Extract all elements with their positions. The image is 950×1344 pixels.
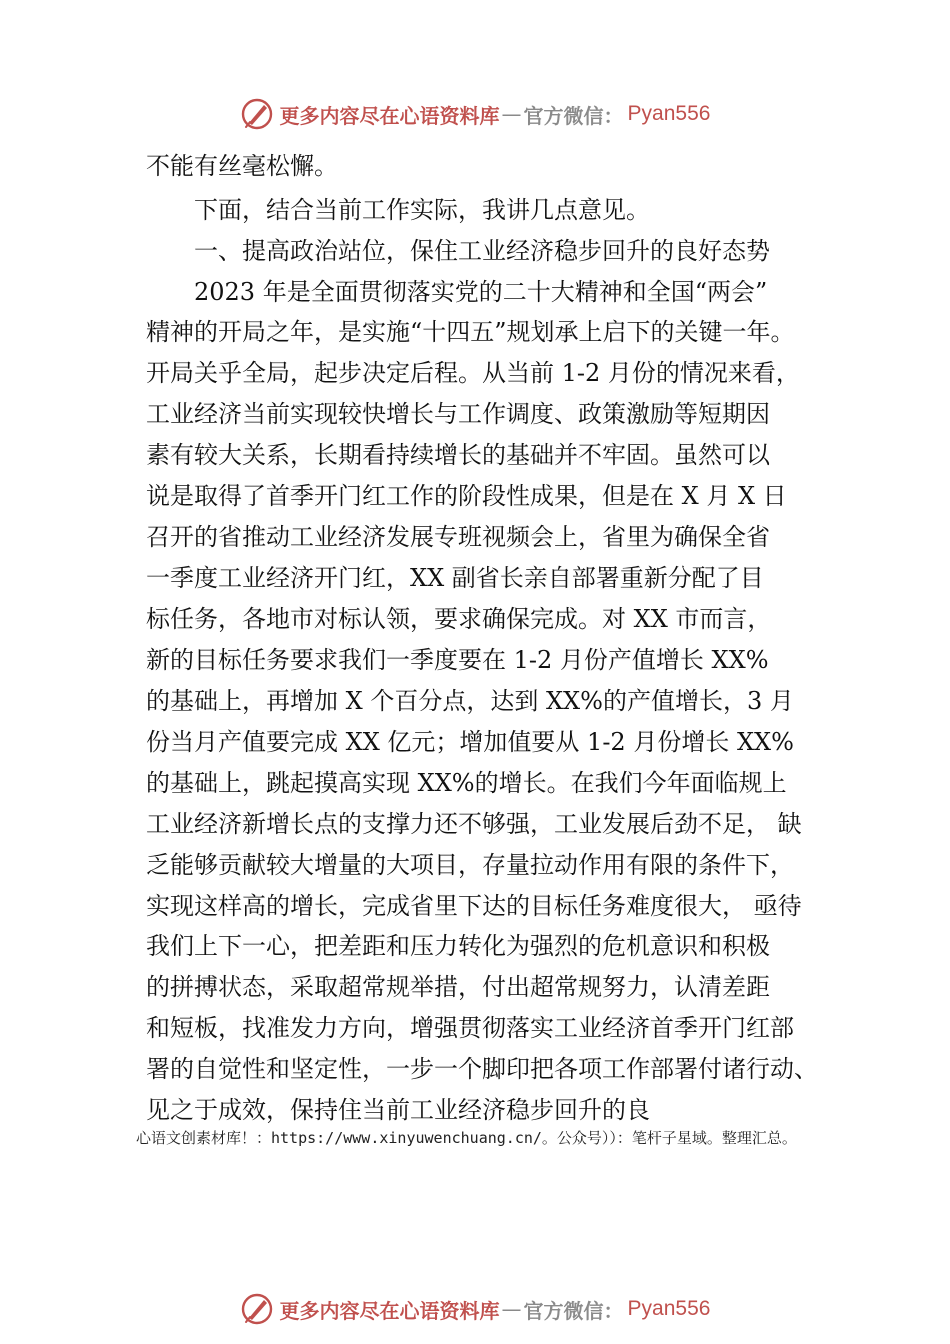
- body-line: 实现这样高的增长，完成省里下达的目标任务难度很大， 亟待: [146, 892, 802, 920]
- body-line: 新的目标任务要求我们一季度要在 1-2 月份产值增长 XX%: [146, 646, 769, 674]
- body-line: 的拼搏状态，采取超常规举措，付出超常规努力，认清差距: [146, 973, 770, 1001]
- quill-pen-logo-icon: [240, 97, 274, 131]
- body-line: 我们上下一心，把差距和压力转化为强烈的危机意识和积极: [146, 932, 770, 960]
- body-line: 工业经济当前实现较快增长与工作调度、政策激励等短期因: [146, 400, 770, 428]
- body-line: 署的自觉性和坚定性，一步一个脚印把各项工作部署付诸行动、: [146, 1055, 818, 1083]
- body-line: 工业经济新增长点的支撑力还不够强，工业发展后劲不足， 缺: [146, 810, 802, 838]
- body-line: 见之于成效，保持住当前工业经济稳步回升的良: [146, 1096, 650, 1124]
- body-line: 2023 年是全面贯彻落实党的二十大精神和全国“两会”: [194, 278, 768, 306]
- body-line: 开局关乎全局，起步决定后程。从当前 1-2 月份的情况来看，: [146, 359, 800, 387]
- banner-wechat-label: 官方微信：: [523, 1298, 624, 1323]
- banner-separator: —: [501, 1297, 522, 1321]
- body-line: 乏能够贡献较大增量的大项目，存量拉动作用有限的条件下，: [146, 851, 794, 879]
- body-line: 标任务，各地市对标认领，要求确保完成。对 XX 市而言，: [146, 605, 772, 633]
- body-line: 一季度工业经济开门红，XX 副省长亲自部署重新分配了目: [146, 564, 764, 592]
- banner-wechat-id: Pyan556: [627, 1297, 711, 1320]
- body-line: 下面，结合当前工作实际，我讲几点意见。: [194, 196, 650, 224]
- quill-pen-logo-icon: [240, 1292, 274, 1326]
- body-line: 的基础上，再增加 X 个百分点，达到 XX%的产值增长，3 月: [146, 687, 794, 715]
- body-line: 和短板，找准发力方向，增强贯彻落实工业经济首季开门红部: [146, 1014, 794, 1042]
- banner-text: 更多内容尽在心语资料库: [279, 103, 500, 128]
- section-heading: 一、提高政治站位，保住工业经济稳步回升的良好态势: [194, 237, 770, 265]
- banner-text: 更多内容尽在心语资料库: [279, 1298, 500, 1323]
- banner-wechat-id: Pyan556: [627, 102, 711, 125]
- footer-banner: [0, 1289, 950, 1329]
- source-note: 心语文创素材库！：https://www.xinyuwenchuang.cn/。公众号））：笔杆子星域。整理汇总。: [136, 1129, 797, 1147]
- body-line: 召开的省推动工业经济发展专班视频会上，省里为确保全省: [146, 523, 770, 551]
- body-line: 精神的开局之年，是实施“十四五”规划承上启下的关键一年。: [146, 318, 795, 346]
- body-line: 说是取得了首季开门红工作的阶段性成果，但是在 X 月 X 日: [146, 482, 787, 510]
- header-banner: [0, 94, 950, 134]
- body-line: 素有较大关系，长期看持续增长的基础并不牢固。虽然可以: [146, 441, 770, 469]
- banner-wechat-label: 官方微信：: [523, 103, 624, 128]
- body-line: 份当月产值要完成 XX 亿元；增加值要从 1-2 月份增长 XX%: [146, 728, 794, 756]
- body-line: 的基础上，跳起摸高实现 XX%的增长。在我们今年面临规上: [146, 769, 787, 797]
- body-line: 不能有丝毫松懈。: [146, 152, 338, 180]
- banner-separator: —: [501, 102, 522, 126]
